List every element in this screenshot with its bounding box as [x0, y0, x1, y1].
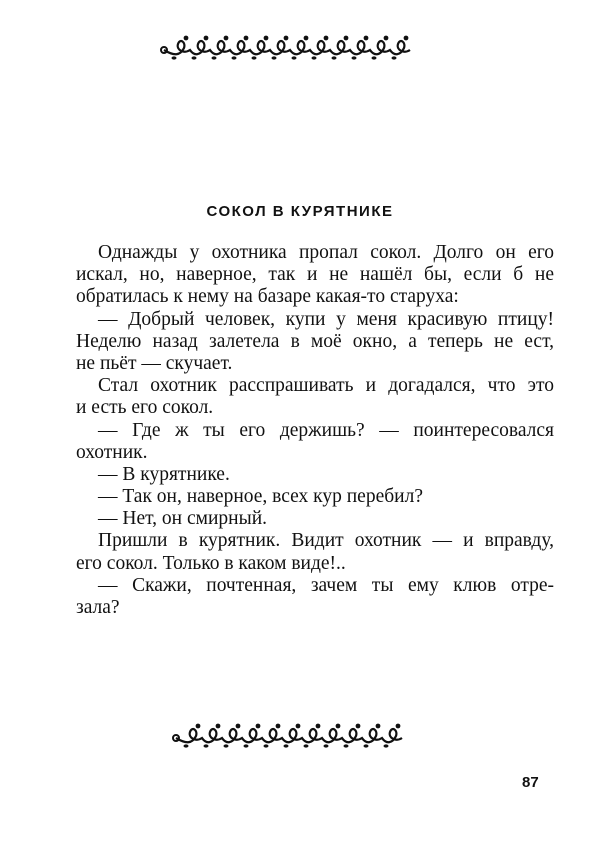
ornament-dot	[244, 36, 249, 41]
ornament-dot	[344, 36, 349, 41]
ornament-leaf	[384, 744, 389, 747]
ornament-dot	[396, 724, 401, 729]
ornament-leaf	[264, 744, 269, 747]
story-body	[76, 242, 554, 619]
ornament-dot	[296, 724, 301, 729]
ornament-leaf	[392, 56, 397, 59]
page-number: 87	[522, 774, 539, 791]
ornament-leaf	[212, 56, 217, 59]
text-line: — В курятнике.	[98, 463, 230, 485]
ornament-dot	[204, 36, 209, 41]
ornament-dot	[384, 36, 389, 41]
text-line: Однажды у охотника пропал сокол. Долго он его	[98, 242, 554, 263]
ornament-dot	[364, 36, 369, 41]
ornament-leaf	[344, 744, 349, 747]
ornament-vine	[164, 41, 410, 54]
ornament-leaf	[372, 56, 377, 59]
ornament-dot	[304, 36, 309, 41]
ornament-dot	[284, 36, 289, 41]
ornament-dot	[336, 724, 341, 729]
ornament-dot	[256, 724, 261, 729]
ornament-leaf	[324, 744, 329, 747]
ornament-leaf	[224, 744, 229, 747]
ornament-dot	[264, 36, 269, 41]
ornament-dot	[324, 36, 329, 41]
text-line: — Нет, он смирный.	[98, 508, 268, 530]
ornament-leaf	[244, 744, 249, 747]
text-line: его сокол. Только в каком виде!..	[76, 552, 346, 574]
bottom-ornament	[172, 718, 427, 752]
ornament-leaf	[304, 744, 309, 747]
top-ornament	[160, 30, 435, 64]
ornament-dot	[276, 724, 281, 729]
ornament-dot	[376, 724, 381, 729]
ornament-dot	[404, 36, 409, 41]
ornament-dot	[196, 724, 201, 729]
text-line: — Скажи, почтенная, зачем ты ему клюв отре-	[98, 574, 554, 596]
ornament-leaf	[272, 56, 277, 59]
ornament-leaf	[192, 56, 197, 59]
story-title: СОКОЛ В КУРЯТНИКЕ	[206, 203, 394, 220]
text-line: — Где ж ты его держишь? — поинтересовался	[98, 419, 554, 441]
ornament-leaf	[204, 744, 209, 747]
ornament-leaf	[332, 56, 337, 59]
text-line: — Так он, наверное, всех кур перебил?	[98, 486, 423, 508]
text-line: — Добрый человек, купи у меня красивую птицу!	[98, 308, 554, 330]
ornament-leaf	[232, 56, 237, 59]
text-line: Пришли в курятник. Видит охотник — и вправду,	[98, 530, 554, 552]
ornament-dot	[216, 724, 221, 729]
ornament-dot	[184, 36, 189, 41]
text-line: Стал охотник расспрашивать и догадался, что это	[98, 375, 554, 397]
ornament-dot	[224, 36, 229, 41]
ornament-leaf	[352, 56, 357, 59]
text-line: не пьёт — скучает.	[76, 352, 233, 374]
ornament-dot	[236, 724, 241, 729]
ornament-leaf	[252, 56, 257, 59]
ornament-vine	[176, 729, 402, 742]
text-line: и есть его сокол.	[76, 397, 214, 419]
ornament-dot	[356, 724, 361, 729]
ornament-dot	[316, 724, 321, 729]
ornament-leaf	[184, 744, 189, 747]
text-line: Неделю назад залетела в моё окно, а теперь не ест,	[76, 330, 554, 352]
ornament-leaf	[364, 744, 369, 747]
text-line: обратилась к нему на базаре какая-то старуха:	[76, 286, 459, 308]
text-line: искал, но, наверное, так и не нашёл бы, если б не	[76, 264, 554, 286]
ornament-leaf	[284, 744, 289, 747]
ornament-leaf	[292, 56, 297, 59]
text-line: зала?	[76, 597, 120, 618]
ornament-leaf	[312, 56, 317, 59]
ornament-leaf	[172, 56, 177, 59]
text-line: охотник.	[76, 441, 148, 463]
